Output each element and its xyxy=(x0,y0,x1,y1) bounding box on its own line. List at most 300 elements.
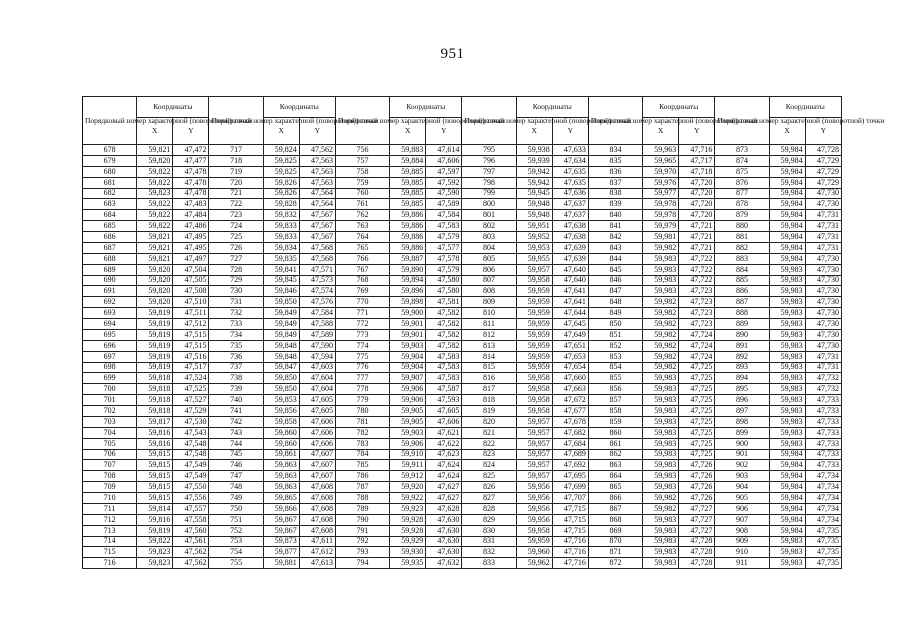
y-coordinate-cell: 47,589 xyxy=(299,329,335,340)
y-coordinate-cell: 47,608 xyxy=(299,514,335,525)
point-number-cell: 742 xyxy=(209,416,263,427)
table-row xyxy=(83,188,842,199)
y-coordinate-cell: 47,556 xyxy=(173,493,209,504)
x-coordinate-cell: 59,984 xyxy=(769,166,805,177)
x-coordinate-cell: 59,983 xyxy=(643,460,679,471)
x-coordinate-cell: 59,957 xyxy=(516,264,552,275)
point-number-cell: 681 xyxy=(83,177,137,188)
y-coordinate-cell: 47,735 xyxy=(805,525,841,536)
x-coordinate-cell: 59,826 xyxy=(263,177,299,188)
y-coordinate-cell: 47,564 xyxy=(299,188,335,199)
x-coordinate-cell: 59,952 xyxy=(516,232,552,243)
y-coordinate-cell: 47,699 xyxy=(552,482,588,493)
table-row xyxy=(83,416,842,427)
point-number-cell: 733 xyxy=(209,319,263,330)
x-coordinate-cell: 59,823 xyxy=(137,558,173,569)
x-coordinate-cell: 59,983 xyxy=(769,395,805,406)
y-coordinate-cell: 47,730 xyxy=(805,264,841,275)
x-coordinate-cell: 59,957 xyxy=(516,471,552,482)
x-coordinate-cell: 59,983 xyxy=(643,275,679,286)
point-number-cell: 774 xyxy=(335,340,389,351)
point-number-cell: 862 xyxy=(588,449,642,460)
point-number-cell: 866 xyxy=(588,493,642,504)
y-coordinate-cell: 47,726 xyxy=(679,493,715,504)
x-coordinate-cell: 59,819 xyxy=(137,329,173,340)
y-coordinate-cell: 47,630 xyxy=(426,525,462,536)
point-number-cell: 682 xyxy=(83,188,137,199)
point-number-cell: 891 xyxy=(715,340,769,351)
table-row xyxy=(83,438,842,449)
x-coordinate-cell: 59,983 xyxy=(769,308,805,319)
point-number-cell: 830 xyxy=(462,525,516,536)
y-coordinate-cell: 47,557 xyxy=(173,503,209,514)
x-coordinate-cell: 59,978 xyxy=(643,199,679,210)
x-coordinate-cell: 59,957 xyxy=(516,449,552,460)
y-coordinate-cell: 47,568 xyxy=(299,253,335,264)
y-coordinate-cell: 47,607 xyxy=(299,460,335,471)
y-coordinate-cell: 47,504 xyxy=(173,264,209,275)
x-coordinate-cell: 59,824 xyxy=(263,145,299,156)
y-coordinate-cell: 47,563 xyxy=(299,166,335,177)
table-row xyxy=(83,177,842,188)
point-number-cell: 811 xyxy=(462,319,516,330)
y-coordinate-cell: 47,644 xyxy=(552,308,588,319)
point-number-cell: 821 xyxy=(462,427,516,438)
x-coordinate-cell: 59,984 xyxy=(769,210,805,221)
coordinates-header: Координаты xyxy=(263,97,335,118)
point-number-cell: 764 xyxy=(335,232,389,243)
x-coordinate-cell: 59,865 xyxy=(263,493,299,504)
y-coordinate-cell: 47,735 xyxy=(805,547,841,558)
point-number-cell: 815 xyxy=(462,362,516,373)
x-coordinate-cell: 59,958 xyxy=(516,525,552,536)
x-coordinate-cell: 59,983 xyxy=(643,416,679,427)
table-row xyxy=(83,145,842,156)
coordinates-header: Координаты xyxy=(643,97,715,118)
coordinates-header: Координаты xyxy=(769,97,841,118)
y-coordinate-cell: 47,733 xyxy=(805,427,841,438)
point-number-cell: 837 xyxy=(588,177,642,188)
point-number-cell: 854 xyxy=(588,362,642,373)
y-coordinate-cell: 47,478 xyxy=(173,166,209,177)
table-row xyxy=(83,319,842,330)
x-coordinate-cell: 59,982 xyxy=(643,329,679,340)
y-coordinate-cell: 47,721 xyxy=(679,221,715,232)
point-number-cell: 789 xyxy=(335,503,389,514)
table-row xyxy=(83,471,842,482)
y-coordinate-cell: 47,579 xyxy=(426,264,462,275)
y-coordinate-cell: 47,729 xyxy=(805,155,841,166)
y-coordinate-cell: 47,641 xyxy=(552,297,588,308)
x-coordinate-cell: 59,847 xyxy=(263,362,299,373)
point-number-cell: 740 xyxy=(209,395,263,406)
x-coordinate-cell: 59,911 xyxy=(390,460,426,471)
y-coordinate-cell: 47,607 xyxy=(299,449,335,460)
y-coordinate-cell: 47,731 xyxy=(805,232,841,243)
x-header: X xyxy=(390,118,426,145)
point-number-cell: 771 xyxy=(335,308,389,319)
x-coordinate-cell: 59,983 xyxy=(769,438,805,449)
y-coordinate-cell: 47,734 xyxy=(805,482,841,493)
point-number-cell: 888 xyxy=(715,308,769,319)
x-coordinate-cell: 59,959 xyxy=(516,308,552,319)
table-row xyxy=(83,558,842,569)
point-number-cell: 743 xyxy=(209,427,263,438)
x-header: X xyxy=(263,118,299,145)
point-number-cell: 907 xyxy=(715,514,769,525)
x-coordinate-cell: 59,982 xyxy=(643,503,679,514)
x-coordinate-cell: 59,906 xyxy=(390,395,426,406)
point-number-cell: 766 xyxy=(335,253,389,264)
point-number-cell: 762 xyxy=(335,210,389,221)
point-number-cell: 753 xyxy=(209,536,263,547)
point-number-cell: 685 xyxy=(83,221,137,232)
point-number-cell: 833 xyxy=(462,558,516,569)
point-number-cell: 748 xyxy=(209,482,263,493)
table-row xyxy=(83,232,842,243)
point-number-cell: 909 xyxy=(715,536,769,547)
y-coordinate-cell: 47,612 xyxy=(299,547,335,558)
point-number-cell: 699 xyxy=(83,373,137,384)
x-coordinate-cell: 59,983 xyxy=(643,482,679,493)
point-number-cell: 867 xyxy=(588,503,642,514)
y-header: Y xyxy=(679,118,715,145)
y-coordinate-cell: 47,584 xyxy=(426,210,462,221)
x-coordinate-cell: 59,815 xyxy=(137,482,173,493)
y-coordinate-cell: 47,716 xyxy=(552,547,588,558)
y-coordinate-cell: 47,635 xyxy=(552,166,588,177)
point-number-cell: 859 xyxy=(588,416,642,427)
table-row xyxy=(83,427,842,438)
point-number-cell: 803 xyxy=(462,232,516,243)
y-coordinate-cell: 47,597 xyxy=(426,166,462,177)
x-coordinate-cell: 59,887 xyxy=(390,253,426,264)
table-row xyxy=(83,460,842,471)
point-number-cell: 788 xyxy=(335,493,389,504)
y-coordinate-cell: 47,472 xyxy=(173,145,209,156)
point-number-cell: 858 xyxy=(588,406,642,417)
x-coordinate-cell: 59,923 xyxy=(390,503,426,514)
point-number-cell: 683 xyxy=(83,199,137,210)
x-coordinate-cell: 59,983 xyxy=(769,340,805,351)
y-coordinate-cell: 47,564 xyxy=(299,199,335,210)
x-coordinate-cell: 59,983 xyxy=(769,275,805,286)
x-coordinate-cell: 59,938 xyxy=(516,145,552,156)
point-number-cell: 688 xyxy=(83,253,137,264)
y-coordinate-cell: 47,731 xyxy=(805,362,841,373)
y-coordinate-cell: 47,639 xyxy=(552,242,588,253)
y-coordinate-cell: 47,614 xyxy=(426,145,462,156)
x-coordinate-cell: 59,979 xyxy=(643,221,679,232)
y-coordinate-cell: 47,567 xyxy=(299,210,335,221)
point-number-cell: 697 xyxy=(83,351,137,362)
x-coordinate-cell: 59,901 xyxy=(390,319,426,330)
x-coordinate-cell: 59,815 xyxy=(137,493,173,504)
point-number-cell: 850 xyxy=(588,319,642,330)
point-number-cell: 876 xyxy=(715,177,769,188)
point-number-cell: 703 xyxy=(83,416,137,427)
point-number-cell: 842 xyxy=(588,232,642,243)
x-coordinate-cell: 59,953 xyxy=(516,242,552,253)
point-number-cell: 706 xyxy=(83,449,137,460)
y-coordinate-cell: 47,720 xyxy=(679,210,715,221)
y-coordinate-cell: 47,580 xyxy=(426,275,462,286)
point-number-cell: 734 xyxy=(209,329,263,340)
point-number-cell: 903 xyxy=(715,471,769,482)
point-number-cell: 802 xyxy=(462,221,516,232)
point-number-cell: 693 xyxy=(83,308,137,319)
point-number-cell: 712 xyxy=(83,514,137,525)
x-coordinate-cell: 59,912 xyxy=(390,471,426,482)
y-coordinate-cell: 47,606 xyxy=(426,416,462,427)
y-coordinate-cell: 47,636 xyxy=(552,188,588,199)
table-row xyxy=(83,297,842,308)
point-number-cell: 715 xyxy=(83,547,137,558)
point-number-cell: 692 xyxy=(83,297,137,308)
y-coordinate-cell: 47,721 xyxy=(679,232,715,243)
page-number: 951 xyxy=(440,46,465,62)
x-coordinate-cell: 59,920 xyxy=(390,482,426,493)
coordinates-header: Координаты xyxy=(516,97,588,118)
point-number-cell: 849 xyxy=(588,308,642,319)
point-number-cell: 851 xyxy=(588,329,642,340)
x-coordinate-cell: 59,983 xyxy=(769,373,805,384)
table-row xyxy=(83,221,842,232)
x-coordinate-cell: 59,863 xyxy=(263,471,299,482)
point-number-header: Порядковый номер характерной (поворотной) точки xyxy=(462,97,516,145)
y-coordinate-cell: 47,730 xyxy=(805,188,841,199)
y-coordinate-cell: 47,530 xyxy=(173,416,209,427)
y-coordinate-cell: 47,582 xyxy=(426,308,462,319)
x-coordinate-cell: 59,976 xyxy=(643,177,679,188)
y-coordinate-cell: 47,524 xyxy=(173,373,209,384)
x-coordinate-cell: 59,983 xyxy=(769,406,805,417)
point-number-cell: 775 xyxy=(335,351,389,362)
point-number-cell: 795 xyxy=(462,145,516,156)
point-number-cell: 732 xyxy=(209,308,263,319)
point-number-cell: 852 xyxy=(588,340,642,351)
y-coordinate-cell: 47,508 xyxy=(173,286,209,297)
y-coordinate-cell: 47,720 xyxy=(679,199,715,210)
point-number-cell: 741 xyxy=(209,406,263,417)
y-coordinate-cell: 47,594 xyxy=(299,351,335,362)
point-number-cell: 843 xyxy=(588,242,642,253)
y-coordinate-cell: 47,560 xyxy=(173,525,209,536)
point-number-cell: 704 xyxy=(83,427,137,438)
x-coordinate-cell: 59,816 xyxy=(137,438,173,449)
point-number-cell: 717 xyxy=(209,145,263,156)
y-coordinate-cell: 47,608 xyxy=(299,482,335,493)
x-coordinate-cell: 59,833 xyxy=(263,221,299,232)
x-coordinate-cell: 59,983 xyxy=(769,558,805,569)
x-coordinate-cell: 59,983 xyxy=(769,362,805,373)
point-number-cell: 698 xyxy=(83,362,137,373)
y-coordinate-cell: 47,587 xyxy=(426,384,462,395)
x-coordinate-cell: 59,983 xyxy=(643,264,679,275)
point-number-cell: 759 xyxy=(335,177,389,188)
point-number-cell: 750 xyxy=(209,503,263,514)
point-number-cell: 901 xyxy=(715,449,769,460)
y-coordinate-cell: 47,730 xyxy=(805,319,841,330)
y-coordinate-cell: 47,623 xyxy=(426,449,462,460)
y-coordinate-cell: 47,637 xyxy=(552,199,588,210)
x-coordinate-cell: 59,816 xyxy=(137,427,173,438)
x-coordinate-cell: 59,900 xyxy=(390,308,426,319)
y-coordinate-cell: 47,730 xyxy=(805,286,841,297)
y-coordinate-cell: 47,723 xyxy=(679,308,715,319)
point-number-cell: 691 xyxy=(83,286,137,297)
x-coordinate-cell: 59,983 xyxy=(643,471,679,482)
x-coordinate-cell: 59,818 xyxy=(137,384,173,395)
x-coordinate-cell: 59,820 xyxy=(137,264,173,275)
x-coordinate-cell: 59,853 xyxy=(263,395,299,406)
x-coordinate-cell: 59,819 xyxy=(137,308,173,319)
point-number-cell: 696 xyxy=(83,340,137,351)
x-coordinate-cell: 59,984 xyxy=(769,232,805,243)
x-coordinate-cell: 59,886 xyxy=(390,242,426,253)
point-number-cell: 878 xyxy=(715,199,769,210)
x-coordinate-cell: 59,901 xyxy=(390,329,426,340)
y-coordinate-cell: 47,627 xyxy=(426,493,462,504)
y-coordinate-cell: 47,567 xyxy=(299,221,335,232)
point-number-cell: 846 xyxy=(588,275,642,286)
point-number-cell: 797 xyxy=(462,166,516,177)
y-coordinate-cell: 47,695 xyxy=(552,471,588,482)
y-coordinate-cell: 47,580 xyxy=(426,286,462,297)
point-number-cell: 689 xyxy=(83,264,137,275)
x-coordinate-cell: 59,983 xyxy=(643,514,679,525)
point-number-cell: 826 xyxy=(462,482,516,493)
x-coordinate-cell: 59,894 xyxy=(390,275,426,286)
x-coordinate-cell: 59,815 xyxy=(137,449,173,460)
point-number-cell: 718 xyxy=(209,155,263,166)
point-number-cell: 684 xyxy=(83,210,137,221)
point-number-cell: 823 xyxy=(462,449,516,460)
point-number-cell: 737 xyxy=(209,362,263,373)
x-coordinate-cell: 59,958 xyxy=(516,373,552,384)
x-coordinate-cell: 59,821 xyxy=(137,242,173,253)
y-coordinate-cell: 47,608 xyxy=(299,503,335,514)
point-number-cell: 722 xyxy=(209,199,263,210)
point-number-cell: 782 xyxy=(335,427,389,438)
y-coordinate-cell: 47,549 xyxy=(173,460,209,471)
y-coordinate-cell: 47,649 xyxy=(552,329,588,340)
y-coordinate-cell: 47,604 xyxy=(299,384,335,395)
x-coordinate-cell: 59,816 xyxy=(137,514,173,525)
point-number-cell: 822 xyxy=(462,438,516,449)
y-coordinate-cell: 47,590 xyxy=(299,340,335,351)
y-coordinate-cell: 47,607 xyxy=(299,471,335,482)
point-number-cell: 857 xyxy=(588,395,642,406)
x-coordinate-cell: 59,815 xyxy=(137,471,173,482)
point-number-cell: 845 xyxy=(588,264,642,275)
x-coordinate-cell: 59,960 xyxy=(516,547,552,558)
y-coordinate-cell: 47,725 xyxy=(679,449,715,460)
point-number-cell: 723 xyxy=(209,210,263,221)
point-number-cell: 906 xyxy=(715,503,769,514)
table-row xyxy=(83,525,842,536)
y-coordinate-cell: 47,734 xyxy=(805,503,841,514)
point-number-cell: 816 xyxy=(462,373,516,384)
point-number-cell: 749 xyxy=(209,493,263,504)
x-coordinate-cell: 59,823 xyxy=(137,188,173,199)
y-coordinate-cell: 47,573 xyxy=(299,275,335,286)
point-number-cell: 702 xyxy=(83,406,137,417)
x-coordinate-cell: 59,959 xyxy=(516,362,552,373)
y-coordinate-cell: 47,606 xyxy=(299,416,335,427)
x-coordinate-cell: 59,942 xyxy=(516,177,552,188)
x-coordinate-cell: 59,982 xyxy=(643,351,679,362)
y-coordinate-cell: 47,733 xyxy=(805,449,841,460)
x-coordinate-cell: 59,956 xyxy=(516,493,552,504)
y-coordinate-cell: 47,733 xyxy=(805,416,841,427)
point-number-cell: 785 xyxy=(335,460,389,471)
x-coordinate-cell: 59,863 xyxy=(263,460,299,471)
y-coordinate-cell: 47,583 xyxy=(426,362,462,373)
y-coordinate-cell: 47,549 xyxy=(173,471,209,482)
x-header: X xyxy=(137,118,173,145)
table-row xyxy=(83,253,842,264)
x-coordinate-cell: 59,957 xyxy=(516,427,552,438)
y-coordinate-cell: 47,729 xyxy=(805,177,841,188)
point-number-cell: 872 xyxy=(588,558,642,569)
x-coordinate-cell: 59,959 xyxy=(516,297,552,308)
point-number-cell: 745 xyxy=(209,449,263,460)
x-coordinate-cell: 59,910 xyxy=(390,449,426,460)
point-number-cell: 738 xyxy=(209,373,263,384)
x-coordinate-cell: 59,860 xyxy=(263,438,299,449)
x-coordinate-cell: 59,849 xyxy=(263,319,299,330)
y-coordinate-cell: 47,707 xyxy=(552,493,588,504)
point-number-cell: 787 xyxy=(335,482,389,493)
y-coordinate-cell: 47,562 xyxy=(173,558,209,569)
x-coordinate-cell: 59,821 xyxy=(137,232,173,243)
y-header: Y xyxy=(173,118,209,145)
x-coordinate-cell: 59,861 xyxy=(263,449,299,460)
y-coordinate-cell: 47,733 xyxy=(805,406,841,417)
y-coordinate-cell: 47,515 xyxy=(173,340,209,351)
x-coordinate-cell: 59,958 xyxy=(516,395,552,406)
x-coordinate-cell: 59,958 xyxy=(516,384,552,395)
point-number-cell: 838 xyxy=(588,188,642,199)
y-coordinate-cell: 47,731 xyxy=(805,242,841,253)
x-coordinate-cell: 59,817 xyxy=(137,416,173,427)
x-coordinate-cell: 59,982 xyxy=(643,297,679,308)
point-number-cell: 784 xyxy=(335,449,389,460)
y-coordinate-cell: 47,720 xyxy=(679,188,715,199)
table-row xyxy=(83,493,842,504)
y-coordinate-cell: 47,638 xyxy=(552,221,588,232)
x-coordinate-cell: 59,958 xyxy=(516,275,552,286)
x-coordinate-cell: 59,983 xyxy=(643,373,679,384)
point-number-header: Порядковый номер характерной (поворотной) точки xyxy=(715,97,769,145)
y-coordinate-cell: 47,728 xyxy=(679,547,715,558)
table-row xyxy=(83,329,842,340)
x-coordinate-cell: 59,983 xyxy=(643,253,679,264)
point-number-cell: 679 xyxy=(83,155,137,166)
table-row xyxy=(83,384,842,395)
x-coordinate-cell: 59,814 xyxy=(137,503,173,514)
point-number-cell: 716 xyxy=(83,558,137,569)
x-coordinate-cell: 59,935 xyxy=(390,558,426,569)
y-coordinate-cell: 47,611 xyxy=(299,536,335,547)
point-number-cell: 714 xyxy=(83,536,137,547)
x-coordinate-cell: 59,883 xyxy=(390,145,426,156)
point-number-cell: 829 xyxy=(462,514,516,525)
x-coordinate-cell: 59,957 xyxy=(516,438,552,449)
y-coordinate-cell: 47,716 xyxy=(552,558,588,569)
point-number-cell: 905 xyxy=(715,493,769,504)
